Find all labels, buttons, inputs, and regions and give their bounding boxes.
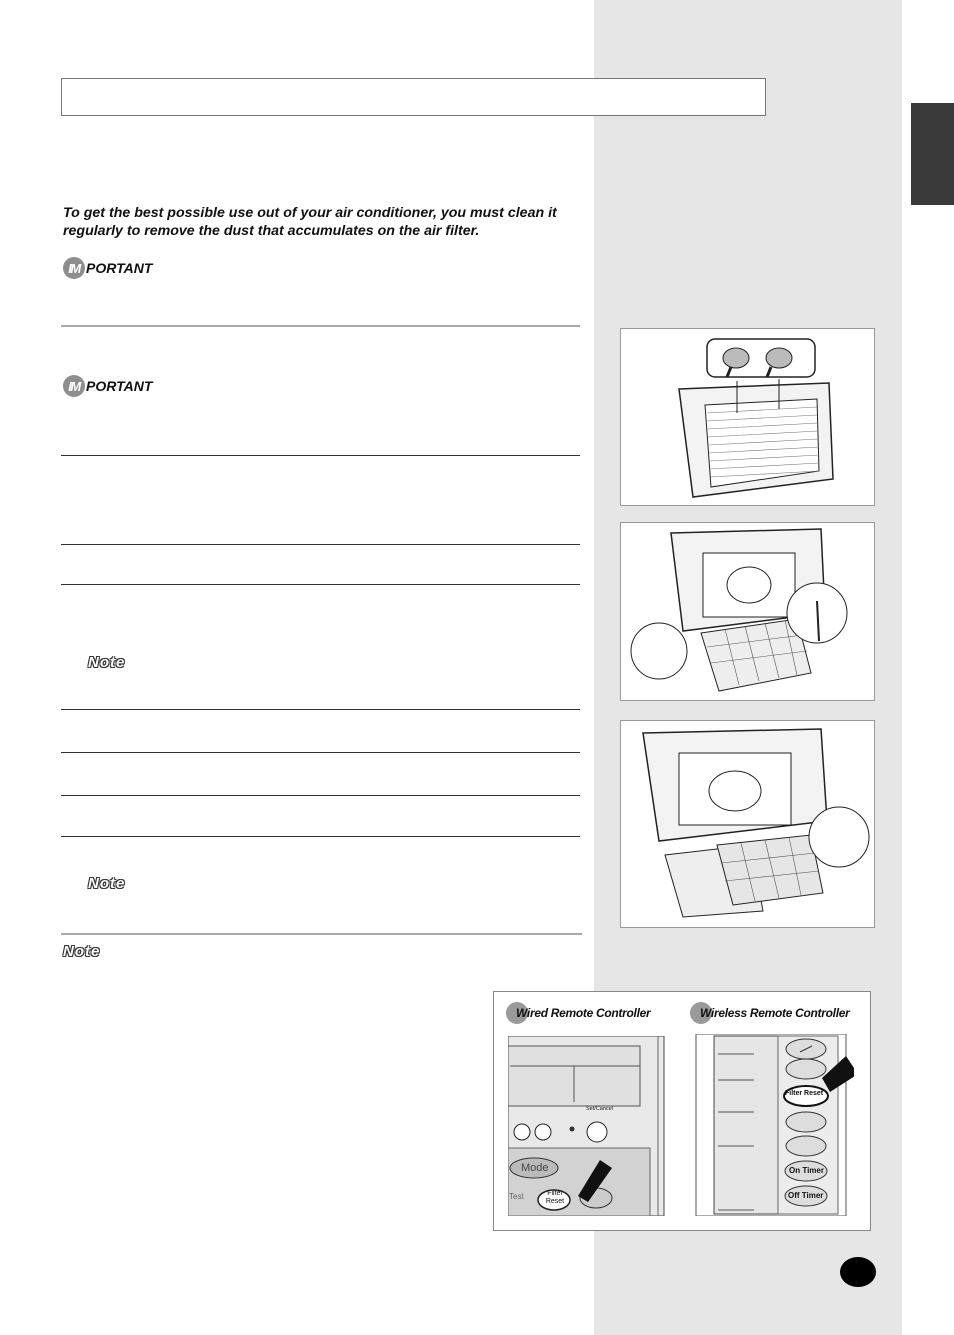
set-cancel-label: Set/Cancel — [586, 1106, 613, 1112]
wireless-remote-heading — [690, 1002, 849, 1024]
note-label: Note — [88, 654, 126, 671]
intro-text: To get the best possible use out of your air conditioner, you must clean it regularly to remove the dust that accumulates on the air filter. — [63, 205, 557, 239]
important-icon: IM — [63, 257, 85, 279]
important-label-2 — [63, 375, 152, 397]
divider — [61, 544, 580, 545]
figure-grille-latches — [620, 328, 875, 506]
important-label-1 — [63, 257, 152, 279]
wired-remote-heading — [506, 1002, 650, 1024]
mode-button[interactable]: Mode — [521, 1162, 549, 1174]
divider — [61, 752, 580, 753]
divider — [61, 836, 580, 837]
filter-reset-line-2: Reset — [545, 1198, 565, 1205]
remote-controller-box — [493, 991, 871, 1231]
figure-filter-detached — [620, 720, 875, 928]
wireless-remote-illustration — [694, 1034, 854, 1216]
divider — [61, 455, 580, 456]
off-timer-button[interactable]: Off Timer — [788, 1191, 824, 1200]
note-label: Note — [63, 943, 101, 960]
test-button[interactable]: Test — [509, 1192, 524, 1201]
filter-reset-line-1: Filter — [547, 1190, 563, 1197]
wired-remote-illustration — [508, 1036, 668, 1216]
filter-detached-illustration — [621, 721, 873, 926]
page-number-marker — [840, 1257, 876, 1287]
figure-remove-filter — [620, 522, 875, 701]
note-label: Note — [88, 875, 126, 892]
important-text: PORTANT — [86, 260, 153, 276]
wireless-remote-title: Wireless Remote Controller — [700, 1006, 850, 1020]
divider — [61, 709, 580, 710]
divider — [61, 325, 580, 327]
wired-filter-reset-button[interactable] — [544, 1190, 566, 1206]
on-timer-button[interactable]: On Timer — [789, 1166, 824, 1175]
section-tab — [911, 103, 954, 205]
section-title-box — [61, 78, 766, 116]
wireless-filter-reset-button[interactable]: Filter Reset — [785, 1090, 824, 1097]
divider — [61, 933, 582, 935]
divider — [61, 795, 580, 796]
important-icon: IM — [63, 375, 85, 397]
divider — [61, 584, 580, 585]
filter-removal-illustration — [621, 523, 873, 699]
wired-remote-title: Wired Remote Controller — [516, 1006, 651, 1020]
grille-illustration — [621, 329, 873, 504]
important-text: PORTANT — [86, 378, 153, 394]
